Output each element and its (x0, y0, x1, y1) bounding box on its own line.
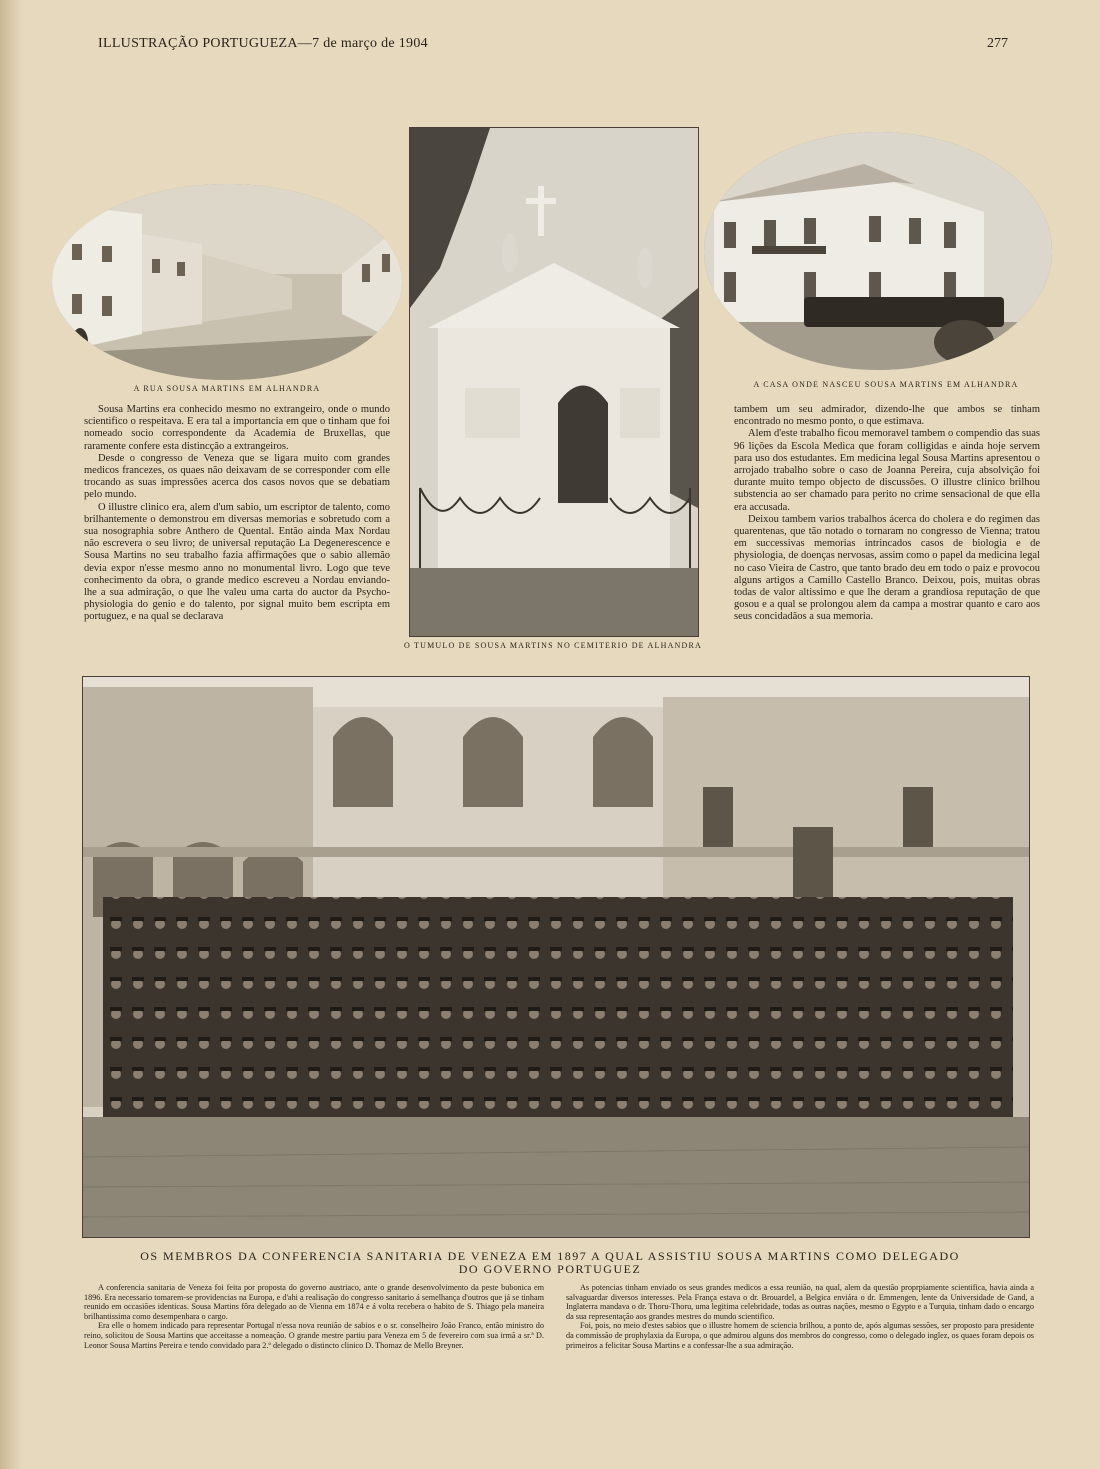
article-paragraph: A conferencia sanitaria de Veneza foi feita por proposta do governo austriaco, ante o grande desenvolvimento da peste bubonica em 1896. Era necessario tomarem-se providencias na Europa, e d'ahi a realisação do congresso sanitario á semelhança d'outros que já se tinham reunido em occasiões identicas. Sousa Martins fôra delegado ao de Vienna em 1874 e á volta recebera o habito de S. Thiago pela maneira brilhantissima como desempenhara o cargo. (84, 1283, 544, 1321)
article-paragraph: As potencias tinham enviado os seus grandes medicos a essa reunião, na qual, alem da questão proprpiamente scientifica, havia ainda a salvaguardar diversos interesses. Pela França estava o dr. Brouardel, a Belgica enviára o dr. Emmengen, lente da Universidade de Gand, a Inglaterra mandava o dr. Thoru-Thoru, uma legitima celebridade, todas as outras nações, mesmo o Egypto e a Turquia, tinham dado o encargo da sua representação aos grandes mestres do mundo scientifico. (566, 1283, 1034, 1321)
street-photo (52, 184, 402, 380)
bottom-column-left (84, 1283, 544, 1350)
article-paragraph: tambem um seu admirador, dizendo-lhe que ambos se tinham encontrado no mesmo ponto, o que estimava. (734, 404, 1040, 428)
house-photo-caption: A CASA ONDE NASCEU SOUSA MARTINS EM ALHANDRA (753, 380, 1019, 389)
running-header: ILLUSTRAÇÃO PORTUGUEZA—7 de março de 1904 (98, 36, 428, 51)
conference-group-photo (82, 676, 1030, 1238)
article-column-1 (84, 404, 390, 624)
group-photo-caption (120, 1250, 980, 1276)
street-photo-caption: A RUA SOUSA MARTINS EM ALHANDRA (133, 384, 321, 393)
article-paragraph: O illustre clinico era, alem d'um sabio, um escriptor de talento, como brilhantemente o demonstrou em diversas memorias e sobretudo com a sua nosographia sobre Anthero de Quental. Então ainda Max Nordau não escrevera o seu livro; de universal reputação La Degenerescence e Sousa Martins no seu trabalho fazia affirmações que o sabio allemão devia expor n'esse mesmo anno no monumental livro. Logo que teve conhecimento da obra, o grande medico escreveu a Nordau enviando-lhe a sua admiração, o que lhe valeu uma carta do auctor da Psycho-physiologia do genio e do talento, por signal muito bem escripta em portuguez, e na qual se declarava (84, 501, 390, 623)
bottom-column-right (566, 1283, 1034, 1350)
article-paragraph: Era elle o homem indicado para representar Portugal n'essa nova reunião de sabios e o sr. conselheiro João Franco, então ministro do reino, solicitou de Sousa Martins que acceitasse a nomeação. O grande mestre partiu para Veneza em 5 de fevereiro com sua irmã a sr.ª D. Leonor Sousa Martins Pereira e tendo convidado para 2.º delegado o distincto clinico D. Thomaz de Mello Breyner. (84, 1321, 544, 1350)
page-binding-edge (0, 0, 22, 1469)
house-photo (704, 132, 1052, 370)
tomb-photo (409, 127, 699, 637)
group-photo-caption-line2: DO GOVERNO PORTUGUEZ (458, 1262, 642, 1276)
article-paragraph: Foi, pois, no meio d'estes sabios que o illustre homem de sciencia brilhou, a ponto de, após algumas sessões, ser proposto para presidente da commissão de prophylaxia da Europa, o que admirou alguns dos membros do congresso, como o delegado inglez, os quaes foram depois os primeiros a felicitar Sousa Martins e a confessar-lhe a sua admiração. (566, 1321, 1034, 1350)
article-paragraph: Deixou tambem varios trabalhos ácerca do cholera e do regimen das quarentenas, que tão notado o tornaram no congresso de Vienna; tratou em successivas memorias intrincados casos de biologia e de physiologia, de doenças nervosas, assim como o papel da medicina legal no caso Vieira de Castro, que tanto brado deu em todo o paiz e provocou alguns artigos a Camillo Castello Branco. Deixou, pois, muitas obras todas de valor altissimo e que lhe deram a grandiosa reputação de que gosou e a qual se prolongou alem da campa a mostrar quanto e caro aos seus concidadãos a sua memoria. (734, 513, 1040, 623)
group-photo-caption-line1: OS MEMBROS DA CONFERENCIA SANITARIA DE VENEZA EM 1897 A QUAL ASSISTIU SOUSA MARTINS COMO DELEGADO (140, 1249, 960, 1263)
article-paragraph: Desde o congresso de Veneza que se ligara muito com grandes medicos francezes, os quaes não deixavam de se corresponder com elle trocando as suas impressões acerca dos casos novos que se debatiam pelo mundo. (84, 452, 390, 501)
article-paragraph: Sousa Martins era conhecido mesmo no extrangeiro, onde o mundo scientifico o respeitava. E era tal a importancia em que o tinham que foi nomeado socio correspondente da Academia de Bruxellas, que raramente confere esta distincção a extrangeiros. (84, 404, 390, 452)
article-paragraph: Alem d'este trabalho ficou memoravel tambem o compendio das suas 96 lições da Escola Medica que foram colligidas e ainda hoje servem para uso dos estudantes. Em medicina legal Sousa Martins apresentou o arrojado trabalho sobre o caso de Joanna Pereira, cuja absolvição foi durante muito tempo objecto de discussões. O illustre clinico brilhou substencia ao ser chamado para perito no crime sensacional de que ella era accusada. (734, 428, 1040, 513)
article-column-3 (734, 404, 1040, 624)
page-number: 277 (987, 36, 1008, 51)
tomb-photo-caption: O TUMULO DE SOUSA MARTINS NO CEMITERIO DE ALHANDRA (403, 641, 703, 650)
